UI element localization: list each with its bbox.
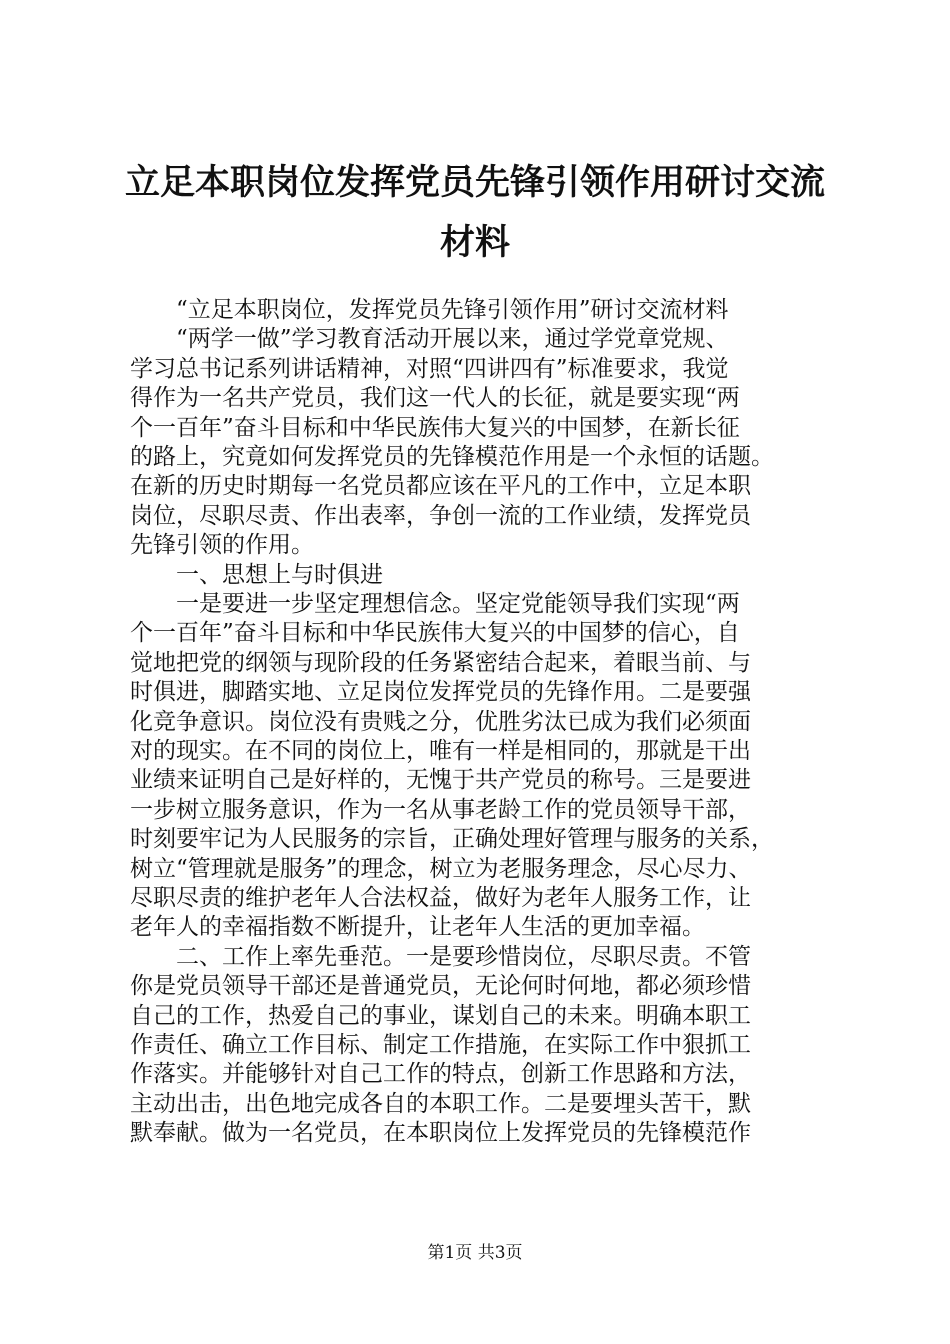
body-line: 业绩来证明自己是好样的，无愧于共产党员的称号。三是要进 [130,767,751,794]
body-line: 先锋引领的作用。 [130,532,314,559]
body-line: 觉地把党的纲领与现阶段的任务紧密结合起来，着眼当前、与 [130,649,751,676]
body-line: 的路上，究竟如何发挥党员的先锋模范作用是一个永恒的话题。 [130,444,774,470]
body-line: “两学一做”学习教育活动开展以来，通过学党章党规、 [130,326,729,353]
body-line: 二、工作上率先垂范。一是要珍惜岗位，尽职尽责。不管 [130,943,751,970]
page-footer: 第1页 共3页 [427,1243,523,1263]
body-line: 树立“管理就是服务”的理念，树立为老服务理念，尽心尽力、 [130,855,752,882]
body-line: “立足本职岗位，发挥党员先锋引领作用”研讨交流材料 [130,297,729,323]
body-line: 个一百年”奋斗目标和中华民族伟大复兴的中国梦，在新长征 [130,414,740,441]
body-line: 时刻要牢记为人民服务的宗旨，正确处理好管理与服务的关系， [130,826,774,853]
body-line: 得作为一名共产党员，我们这一代人的长征，就是要实现“两 [130,385,740,412]
body-line: 时俱进，脚踏实地、立足岗位发挥党员的先锋作用。二是要强 [130,679,751,706]
body-line: 一步树立服务意识，作为一名从事老龄工作的党员领导干部， [130,796,751,823]
body-line: 尽职尽责的维护老年人合法权益，做好为老年人服务工作，让 [130,885,751,911]
body-line: 学习总书记系列讲话精神，对照“四讲四有”标准要求，我觉 [130,355,729,382]
body-line: 一是要进一步坚定理想信念。坚定党能领导我们实现“两 [130,591,740,617]
document-title-line-2: 材料 [439,222,510,263]
body-line: 一、思想上与时俱进 [130,561,383,588]
body-line: 化竞争意识。岗位没有贵贱之分，优胜劣汰已成为我们必须面 [130,708,751,735]
body-line: 作落实。并能够针对自己工作的特点，创新工作思路和方法， [130,1061,751,1088]
body-line: 默奉献。做为一名党员，在本职岗位上发挥党员的先锋模范作 [130,1120,751,1147]
body-line: 自己的工作，热爱自己的事业，谋划自己的未来。明确本职工 [130,1002,751,1029]
body-line: 主动出击，出色地完成各自的本职工作。二是要埋头苦干，默 [130,1090,751,1117]
body-line: 你是党员领导干部还是普通党员，无论何时何地，都必须珍惜 [130,973,751,1000]
body-line: 作责任、确立工作目标、制定工作措施，在实际工作中狠抓工 [130,1032,751,1058]
body-line: 对的现实。在不同的岗位上，唯有一样是相同的，那就是干出 [130,738,751,764]
body-line: 老年人的幸福指数不断提升，让老年人生活的更加幸福。 [130,914,705,941]
body-line: 个一百年”奋斗目标和中华民族伟大复兴的中国梦的信心，自 [130,620,740,647]
body-line: 在新的历史时期每一名党员都应该在平凡的工作中，立足本职 [130,473,751,500]
document-title-line-1: 立足本职岗位发挥党员先锋引领作用研讨交流 [124,162,825,203]
body-line: 岗位，尽职尽责、作出表率，争创一流的工作业绩，发挥党员 [130,502,751,529]
